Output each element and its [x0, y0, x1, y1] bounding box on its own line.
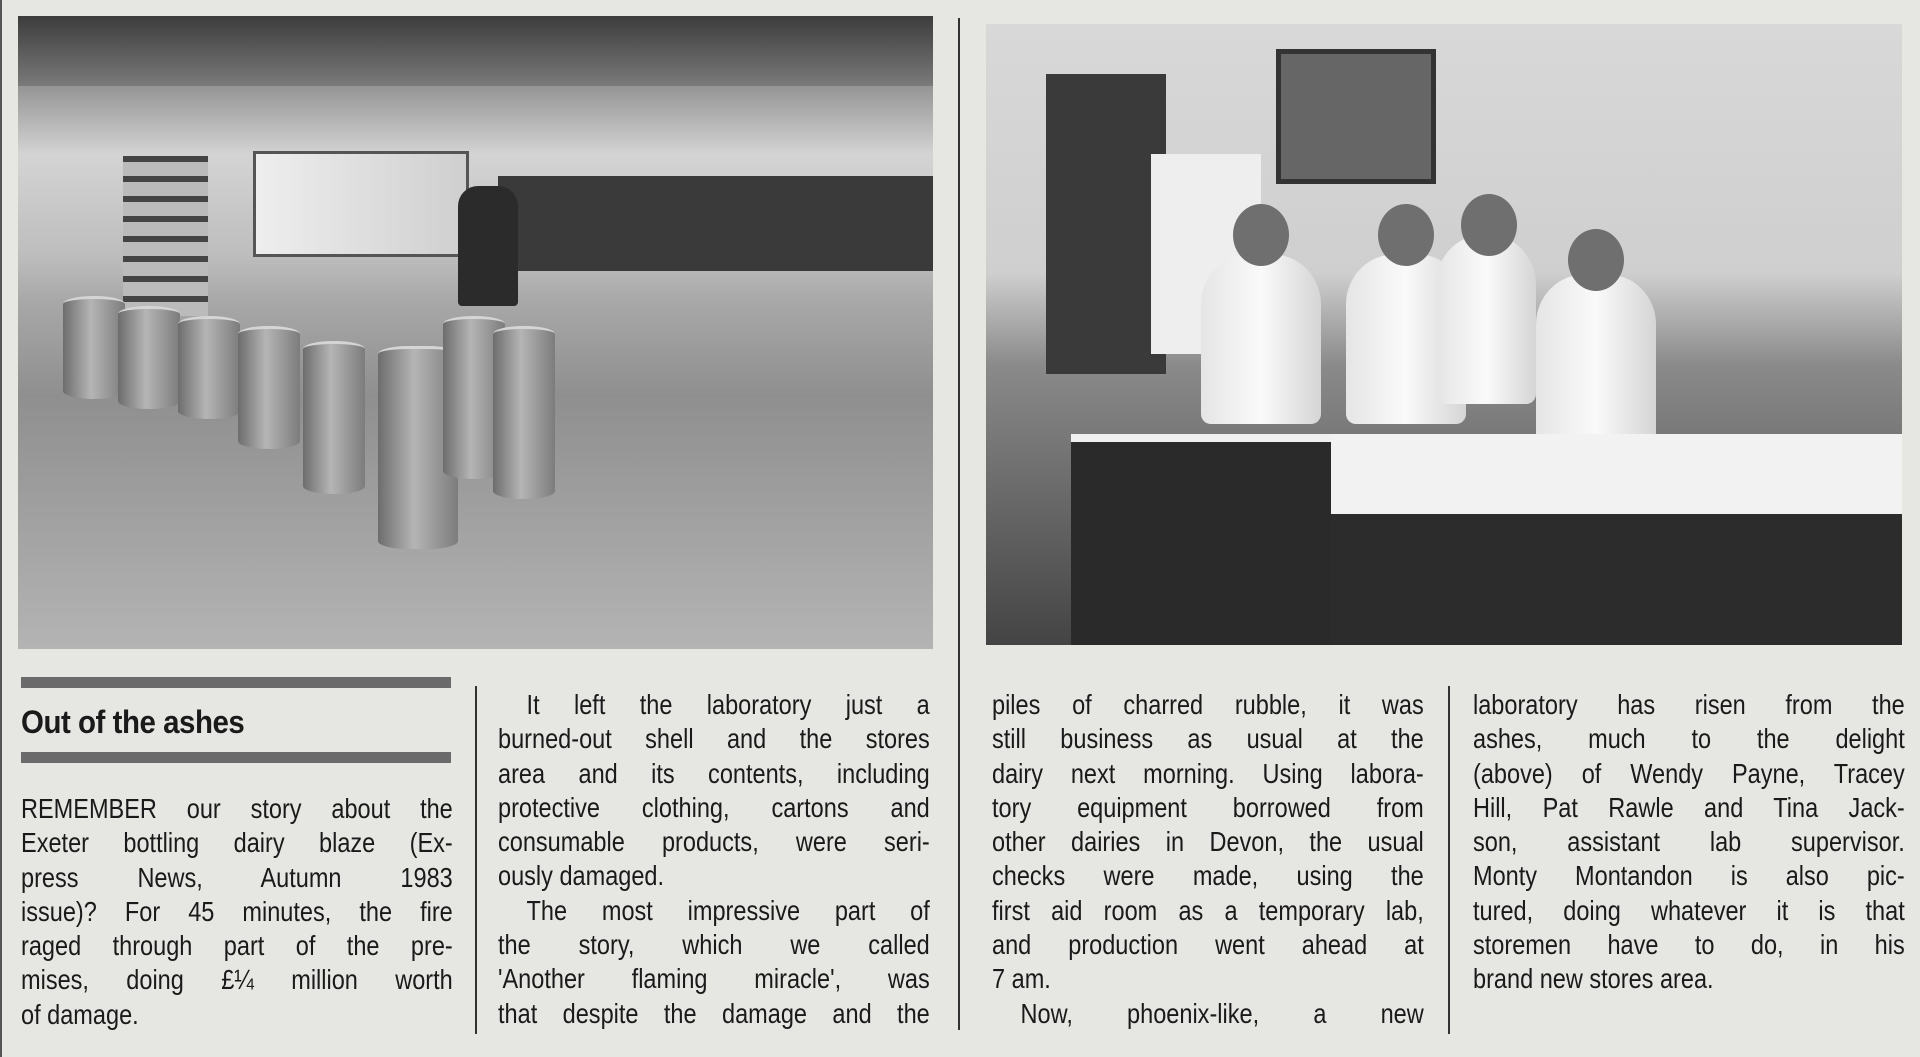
- chemical-drum: [303, 341, 365, 494]
- chemical-drum: [178, 316, 240, 419]
- column-divider-center: [958, 18, 960, 1030]
- text-line: issue)? For 45 minutes, the fire: [21, 895, 453, 927]
- lab-technician: [1436, 234, 1536, 404]
- bench-left: [1071, 434, 1331, 645]
- heading-rule-top: [21, 677, 451, 688]
- chemical-drum: [63, 296, 125, 399]
- text-line: and production went ahead at: [992, 929, 1424, 961]
- text-line: that despite the damage and the: [498, 997, 930, 1029]
- chemical-drum: [238, 326, 300, 449]
- text-line: the story, which we called: [498, 929, 930, 961]
- text-line: first aid room as a temporary lab,: [992, 894, 1424, 926]
- photo-laboratory-staff: [986, 24, 1902, 645]
- hairnet-head: [1568, 229, 1624, 291]
- text-line: tured, doing whatever it is that: [1473, 894, 1905, 926]
- text-line: of damage.: [21, 998, 139, 1030]
- hairnet-head: [1461, 194, 1517, 256]
- photo-stores-area: [18, 16, 933, 649]
- text-line: REMEMBER our story about the: [21, 793, 453, 824]
- column-divider-3: [1448, 686, 1450, 1034]
- text-line: checks were made, using the: [992, 860, 1424, 892]
- text-line: piles of charred rubble, it was: [992, 689, 1424, 720]
- text-line: Exeter bottling dairy blaze (Ex-: [21, 827, 453, 859]
- hairnet-head: [1233, 204, 1289, 266]
- text-line: area and its contents, including: [498, 757, 930, 789]
- text-line: ashes, much to the delight: [1473, 723, 1905, 755]
- office-window: [253, 151, 469, 257]
- page-edge: [0, 0, 2, 1057]
- text-line: son, assistant lab supervisor.: [1473, 826, 1905, 858]
- text-line: brand new stores area.: [1473, 963, 1714, 995]
- text-line: ously damaged.: [498, 860, 665, 892]
- text-line: protective clothing, cartons and: [498, 791, 930, 823]
- chemical-drum: [118, 306, 180, 409]
- column-divider-1: [475, 686, 477, 1034]
- article-column-2: [498, 688, 930, 1031]
- text-line: Now, phoenix-like, a new: [1020, 997, 1424, 1029]
- text-line: consumable products, were seri-: [498, 826, 930, 858]
- text-line: dairy next morning. Using labora-: [992, 757, 1424, 789]
- notice-board: [1276, 49, 1436, 184]
- article-column-1: [21, 792, 453, 1032]
- text-line: 7 am.: [992, 963, 1051, 995]
- text-line: burned-out shell and the stores: [498, 723, 930, 755]
- text-line: tory equipment borrowed from: [992, 791, 1424, 823]
- text-line: 'Another flaming miracle', was: [498, 963, 930, 995]
- door: [1046, 74, 1166, 374]
- text-line: laboratory has risen from the: [1473, 689, 1905, 720]
- lab-technician: [1201, 254, 1321, 424]
- text-line: mises, doing £¼ million worth: [21, 964, 453, 996]
- text-line: press News, Autumn 1983: [21, 861, 453, 893]
- text-line: (above) of Wendy Payne, Tracey: [1473, 757, 1905, 789]
- text-line: It left the laboratory just a: [526, 689, 930, 720]
- window-strip: [498, 176, 933, 271]
- text-line: The most impressive part of: [526, 894, 930, 926]
- heading-rule-bottom: [21, 752, 451, 763]
- text-line: Monty Montandon is also pic-: [1473, 860, 1905, 892]
- text-line: Hill, Pat Rawle and Tina Jack-: [1473, 791, 1905, 823]
- hairnet-head: [1378, 204, 1434, 266]
- text-line: other dairies in Devon, the usual: [992, 826, 1424, 858]
- chemical-drum: [493, 326, 555, 499]
- text-line: still business as usual at the: [992, 723, 1424, 755]
- text-line: storemen have to do, in his: [1473, 929, 1905, 961]
- article-heading: Out of the ashes: [21, 704, 245, 740]
- article-column-4: [1473, 688, 1905, 997]
- storeman-figure: [458, 186, 518, 306]
- ceiling: [18, 16, 933, 86]
- article-column-3: [992, 688, 1424, 1031]
- lab-technician: [1536, 274, 1656, 444]
- bench-right: [1331, 434, 1902, 645]
- shelving: [123, 156, 208, 316]
- text-line: raged through part of the pre-: [21, 930, 453, 962]
